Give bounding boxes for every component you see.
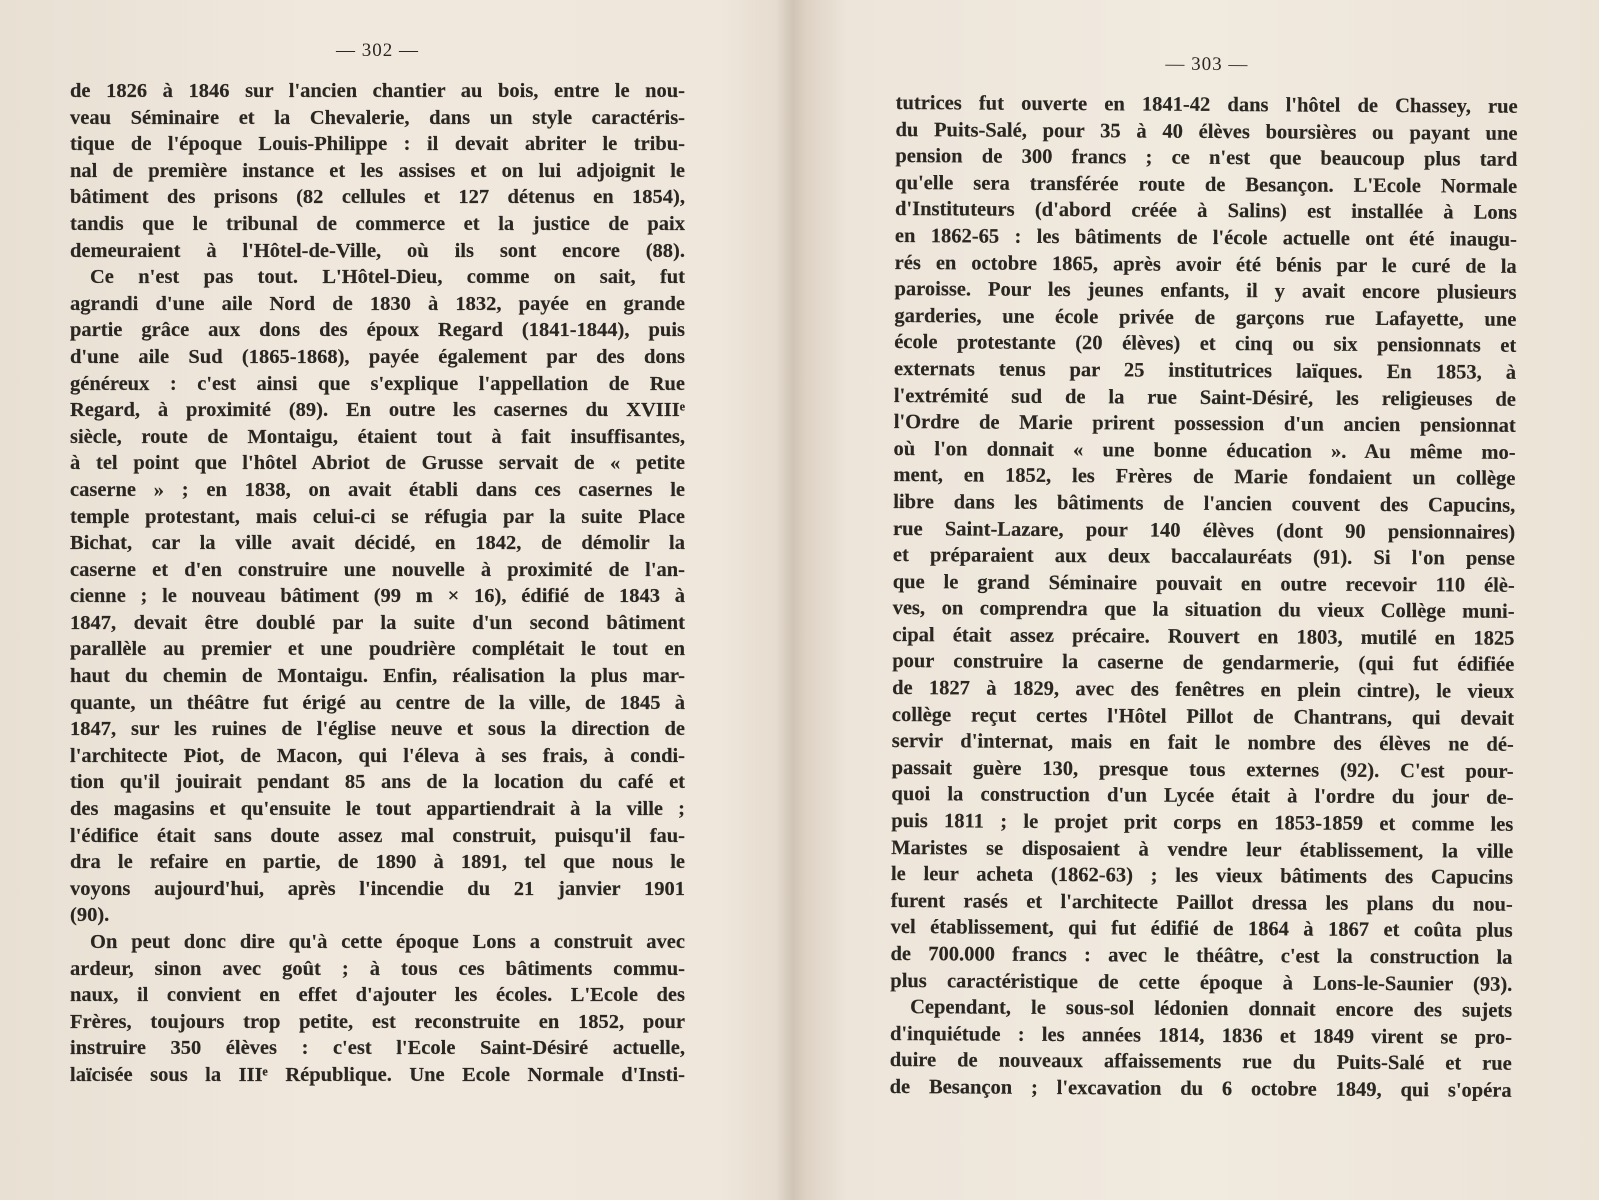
text-line: Cependant, le sous-sol lédonien donnait encore des sujets (910, 996, 1513, 1022)
text-line: d'une aile Sud (1865-1868), payée également par des dons (70, 345, 685, 368)
text-line: rés en octobre 1865, après avoir été bénis par le curé de la (894, 251, 1517, 278)
text-line: duire de nouveaux affaissements rue du Puits-Salé et rue (889, 1049, 1512, 1076)
text-line: Frères, toujours trop petite, est reconstruite en 1852, pour (70, 1010, 685, 1033)
text-line: de 700.000 francs : avec le théâtre, c'est la construction la (890, 942, 1513, 969)
paragraph (890, 994, 1513, 1104)
page-number: — 302 — (336, 40, 419, 61)
text-line: et préparaient aux deux baccalauréats (91). Si l'on pense (892, 544, 1515, 570)
paragraph (70, 78, 685, 264)
text-line: libre dans les bâtiments de l'ancien couvent des Capucins, (893, 490, 1516, 517)
text-line: cipal était assez précaire. Rouvert en 1803, mutilé en 1825 (892, 623, 1515, 650)
text-line: collège reçut certes l'Hôtel Pillot de Chantrans, qui devait (891, 703, 1515, 730)
text-line: demeuraient à l'Hôtel-de-Ville, où ils sont encore (88). (70, 239, 685, 262)
text-line: caserne » ; en 1838, on avait établi dans ces casernes le (70, 478, 685, 501)
paragraph (890, 90, 1518, 998)
text-line: instruire 350 élèves : c'est l'Ecole Saint-Désiré actuelle, (70, 1037, 685, 1060)
text-line: passait guère 130, presque tous externes (92). C'est pour- (891, 756, 1514, 783)
text-line: haut du chemin de Montaigu. Enfin, réalisation la plus mar- (70, 665, 685, 688)
text-line: qu'elle sera transférée route de Besançon. L'Ecole Normale (895, 171, 1518, 198)
text-line: l'extrémité sud de la rue Saint-Désiré, les religieuses de (893, 384, 1516, 411)
text-line: naux, il convient en effet d'ajouter les écoles. L'Ecole des (70, 984, 685, 1007)
page-body (70, 78, 685, 1089)
text-line: quoi la construction d'un Lycée était à l'ordre du jour de- (891, 783, 1514, 810)
text-line: l'édifice était sans doute assez mal construit, puisqu'il fau- (70, 824, 685, 847)
text-line: ardeur, sinon avec goût ; à tous ces bâtiments commu- (70, 957, 685, 980)
text-line: école protestante (20 élèves) et cinq ou six pensionnats et (894, 331, 1517, 358)
text-line: veau Séminaire et la Chevalerie, dans un style caractéris- (70, 106, 685, 129)
text-line: temple protestant, mais celui-ci se réfugia par la suite Place (70, 505, 685, 528)
text-line: le leur acheta (1862-63) ; les vieux bâtiments des Capucins (890, 863, 1514, 890)
text-line: Ce n'est pas tout. L'Hôtel-Dieu, comme on sait, fut (90, 266, 685, 289)
text-line: On peut donc dire qu'à cette époque Lons a construit avec (90, 931, 685, 953)
text-line: 1847, devait être doublé par la suite d'un second bâtiment (70, 611, 685, 634)
text-line: tique de l'époque Louis-Philippe : il devait abriter le tribu- (70, 133, 685, 156)
text-line: (90). (70, 904, 110, 927)
right-page (890, 52, 1518, 1104)
text-line: où l'on donnait « une bonne éducation ». Au même mo- (893, 437, 1516, 464)
text-line: ment, en 1852, les Frères de Marie fondaient un collège (893, 464, 1516, 491)
text-line: l'Ordre de Marie prirent possession d'un ancien pensionnat (893, 411, 1516, 437)
text-line: plus caractéristique de cette époque à Lons-le-Saunier (93). (890, 969, 1513, 996)
text-line: partie grâce aux dons des époux Regard (1841-1844), puis (70, 319, 685, 342)
text-line: agrandi d'une aile Nord de 1830 à 1832, payée en grande (70, 292, 685, 315)
text-line: paroisse. Pour les jeunes enfants, il y avait encore plusieurs (894, 278, 1517, 304)
text-line: puis 1811 ; le projet prit corps en 1853-1859 et comme les (891, 810, 1514, 836)
text-line: vel établissement, qui fut édifié de 1864 à 1867 et coûta plus (890, 916, 1513, 943)
paragraph (70, 264, 685, 929)
text-line: Regard, à proximité (89). En outre les casernes du XVIIIᵉ (70, 399, 685, 422)
text-line: servir d'internat, mais en fait le nombre des élèves ne dé- (891, 730, 1514, 757)
text-line: rue Saint-Lazare, pour 140 élèves (dont 90 pensionnaires) (893, 517, 1516, 544)
text-line: cienne ; le nouveau bâtiment (99 m × 16), édifié de 1843 à (70, 585, 685, 608)
text-line: nal de première instance et les assises et on lui adjoignit le (70, 159, 685, 182)
text-line: d'inquiétude : les années 1814, 1836 et 1849 virent se pro- (889, 1022, 1513, 1049)
text-line: laïcisée sous la IIIᵉ République. Une Ecole Normale d'Insti- (70, 1063, 685, 1086)
text-line: quante, un théâtre fut érigé au centre de la ville, de 1845 à (70, 691, 685, 714)
text-line: des magasins et qu'ensuite le tout appartiendrait à la ville ; (70, 798, 685, 821)
page-body (890, 90, 1518, 1104)
text-line: Bichat, car la ville avait décidé, en 1842, de démolir la (70, 532, 685, 555)
text-line: de Besançon ; l'excavation du 6 octobre 1849, qui s'opéra (889, 1075, 1512, 1102)
paragraph (70, 929, 685, 1089)
text-line: tion qu'il jouirait pendant 85 ans de la location du café et (70, 771, 685, 794)
text-line: ves, on comprendra que la situation du vieux Collège muni- (892, 597, 1515, 624)
text-line: pour construire la caserne de gendarmerie, (qui fut édifiée (892, 650, 1515, 677)
left-page (70, 40, 685, 1089)
text-line: caserne et d'en construire une nouvelle à proximité de l'an- (70, 558, 685, 581)
text-line: bâtiment des prisons (82 cellules et 127 détenus en 1854), (70, 186, 685, 209)
text-line: parallèle au premier et une poudrière complétait le tout en (70, 638, 685, 661)
text-line: garderies, une école privée de garçons rue Lafayette, une (894, 304, 1517, 331)
text-line: à tel point que l'hôtel Abriot de Grusse servait de « petite (70, 452, 685, 475)
text-line: 1847, sur les ruines de l'église neuve et sous la direction de (70, 718, 685, 741)
text-line: Maristes se disposaient à vendre leur établissement, la ville (891, 836, 1514, 863)
text-line: pension de 300 francs ; ce n'est que beaucoup plus tard (895, 145, 1518, 171)
text-line: de 1826 à 1846 sur l'ancien chantier au bois, entre le nou- (70, 80, 685, 102)
text-line: dra le refaire en partie, de 1890 à 1891, tel que nous le (70, 851, 685, 874)
text-line: de 1827 à 1829, avec des fenêtres en plein cintre), le vieux (892, 677, 1515, 703)
text-line: voyons aujourd'hui, après l'incendie du 21 janvier 1901 (70, 877, 685, 900)
page-number: — 303 — (1165, 53, 1249, 76)
text-line: du Puits-Salé, pour 35 à 40 élèves boursières ou payant une (895, 118, 1518, 145)
text-line: d'Instituteurs (d'abord créée à Salins) est installée à Lons (894, 198, 1518, 225)
text-line: tandis que le tribunal de commerce et la justice de paix (70, 212, 685, 235)
text-line: que le grand Séminaire pouvait en outre recevoir 110 élè- (892, 570, 1515, 597)
text-line: généreux : c'est ainsi que s'explique l'appellation de Rue (70, 372, 685, 395)
text-line: externats tenus par 25 institutrices laïques. En 1853, à (893, 357, 1517, 384)
text-line: en 1862-65 : les bâtiments de l'école actuelle ont été inaugu- (894, 224, 1517, 251)
text-line: furent rasés et l'architecte Paillot dressa les plans du nou- (890, 889, 1513, 916)
text-line: siècle, route de Montaigu, étaient tout à fait insuffisantes, (70, 425, 685, 448)
text-line: tutrices fut ouverte en 1841-42 dans l'hôtel de Chassey, rue (895, 91, 1518, 118)
text-line: l'architecte Piot, de Macon, qui l'éleva à ses frais, à condi- (70, 744, 685, 767)
